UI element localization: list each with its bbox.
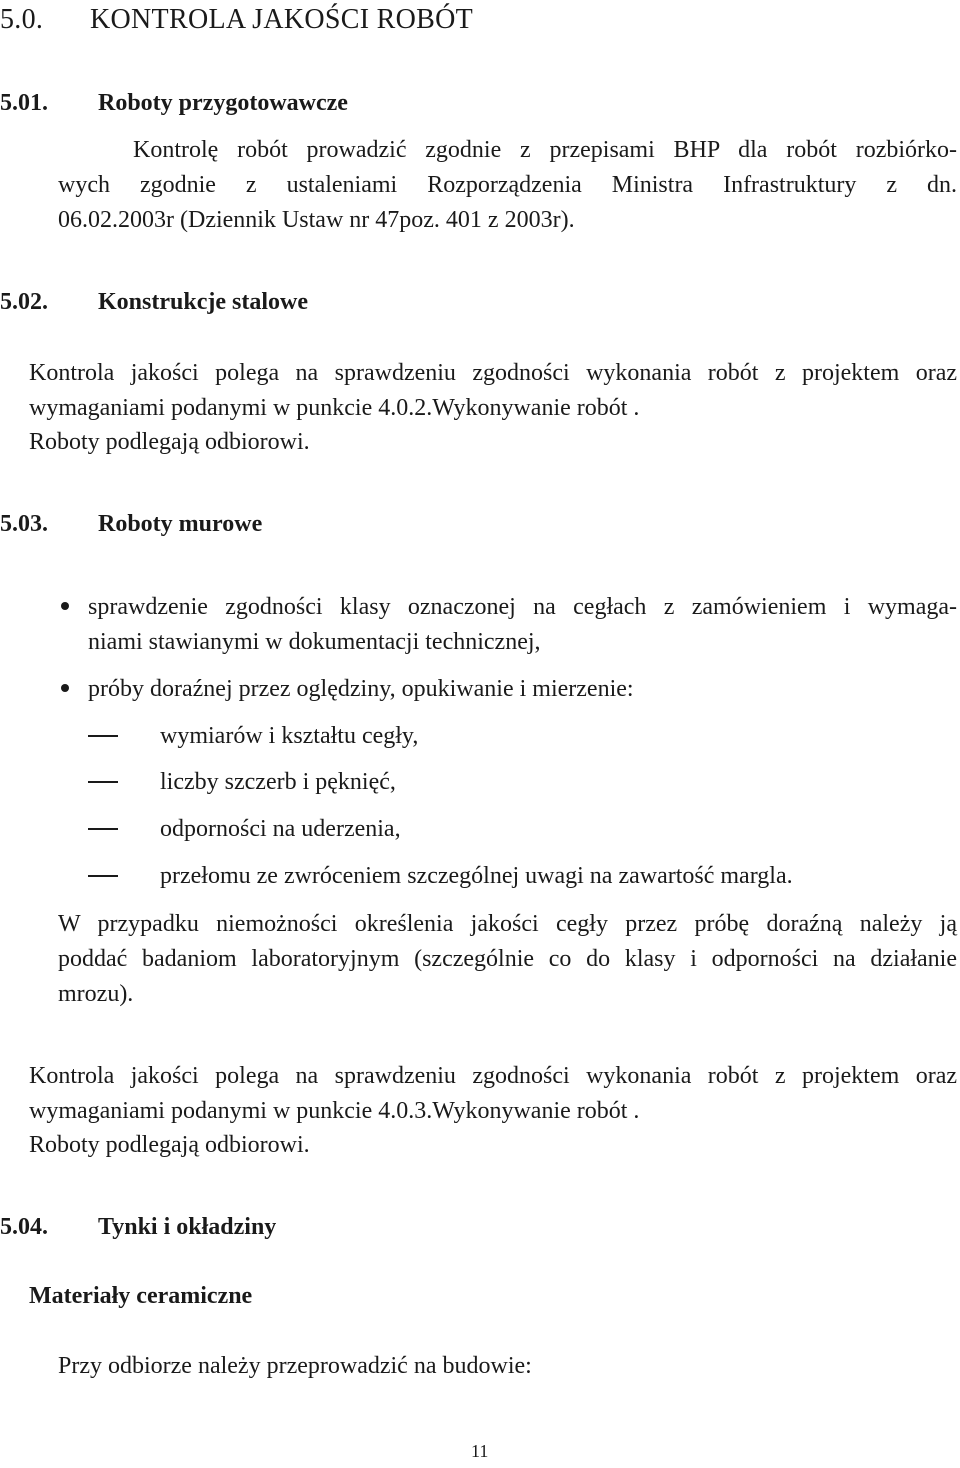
dash-icon bbox=[88, 828, 118, 830]
section-number-502: 5.02. bbox=[0, 289, 48, 315]
section-number-501: 5.01. bbox=[0, 90, 48, 116]
bullet-icon bbox=[61, 684, 69, 692]
paragraph-501-line1: Kontrolę robót prowadzić zgodnie z przepisami BHP dla robót rozbiórko- bbox=[133, 137, 957, 163]
section-title-501: Roboty przygotowawcze bbox=[98, 90, 348, 116]
dash-item-2: liczby szczerb i pęknięć, bbox=[160, 769, 396, 795]
control-503-line3: Roboty podlegają odbiorowi. bbox=[29, 1132, 310, 1158]
control-503-line2: wymaganiami podanymi w punkcie 4.0.3.Wykonywanie robót . bbox=[29, 1098, 640, 1124]
dash-item-1: wymiarów i kształtu cegły, bbox=[160, 723, 419, 749]
paragraph-501-line3: 06.02.2003r (Dziennik Ustaw nr 47poz. 401 z 2003r). bbox=[58, 207, 575, 233]
paragraph-503-line3: mrozu). bbox=[58, 981, 134, 1007]
paragraph-501-line2: wych zgodnie z ustaleniami Rozporządzenia Ministra Infrastruktury z dn. bbox=[58, 172, 957, 198]
section-title-502: Konstrukcje stalowe bbox=[98, 289, 308, 315]
section-title-503: Roboty murowe bbox=[98, 511, 263, 537]
dash-item-4: przełomu ze zwróceniem szczególnej uwagi na zawartość margla. bbox=[160, 863, 793, 889]
dash-item-3: odporności na uderzenia, bbox=[160, 816, 401, 842]
bullet-item-1-line1: sprawdzenie zgodności klasy oznaczonej na cegłach z zamówieniem i wymaga- bbox=[88, 594, 957, 620]
chapter-number: 5.0. bbox=[0, 4, 44, 35]
section-title-504: Tynki i okładziny bbox=[98, 1214, 277, 1240]
paragraph-504-line1: Przy odbiorze należy przeprowadzić na budowie: bbox=[58, 1353, 532, 1379]
section-number-504: 5.04. bbox=[0, 1214, 48, 1240]
paragraph-502-line2: wymaganiami podanymi w punkcie 4.0.2.Wykonywanie robót . bbox=[29, 395, 640, 421]
subsection-title: Materiały ceramiczne bbox=[29, 1283, 253, 1309]
bullet-item-2: próby doraźnej przez oględziny, opukiwanie i mierzenie: bbox=[88, 676, 634, 702]
dash-icon bbox=[88, 875, 118, 877]
chapter-title: KONTROLA JAKOŚCI ROBÓT bbox=[90, 4, 474, 35]
section-number-503: 5.03. bbox=[0, 511, 48, 537]
page-number: 11 bbox=[471, 1441, 489, 1461]
bullet-item-1-line2: niami stawianymi w dokumentacji technicznej, bbox=[88, 629, 541, 655]
paragraph-503-line2: poddać badaniom laboratoryjnym (szczególnie co do klasy i odporności na działanie bbox=[58, 946, 957, 972]
control-503-line1: Kontrola jakości polega na sprawdzeniu zgodności wykonania robót z projektem oraz bbox=[29, 1063, 957, 1089]
bullet-icon bbox=[61, 602, 69, 610]
paragraph-502-line3: Roboty podlegają odbiorowi. bbox=[29, 429, 310, 455]
paragraph-502-line1: Kontrola jakości polega na sprawdzeniu zgodności wykonania robót z projektem oraz bbox=[29, 360, 957, 386]
dash-icon bbox=[88, 735, 118, 737]
dash-icon bbox=[88, 781, 118, 783]
paragraph-503-line1: W przypadku niemożności określenia jakości cegły przez próbę doraźną należy ją bbox=[58, 911, 957, 937]
